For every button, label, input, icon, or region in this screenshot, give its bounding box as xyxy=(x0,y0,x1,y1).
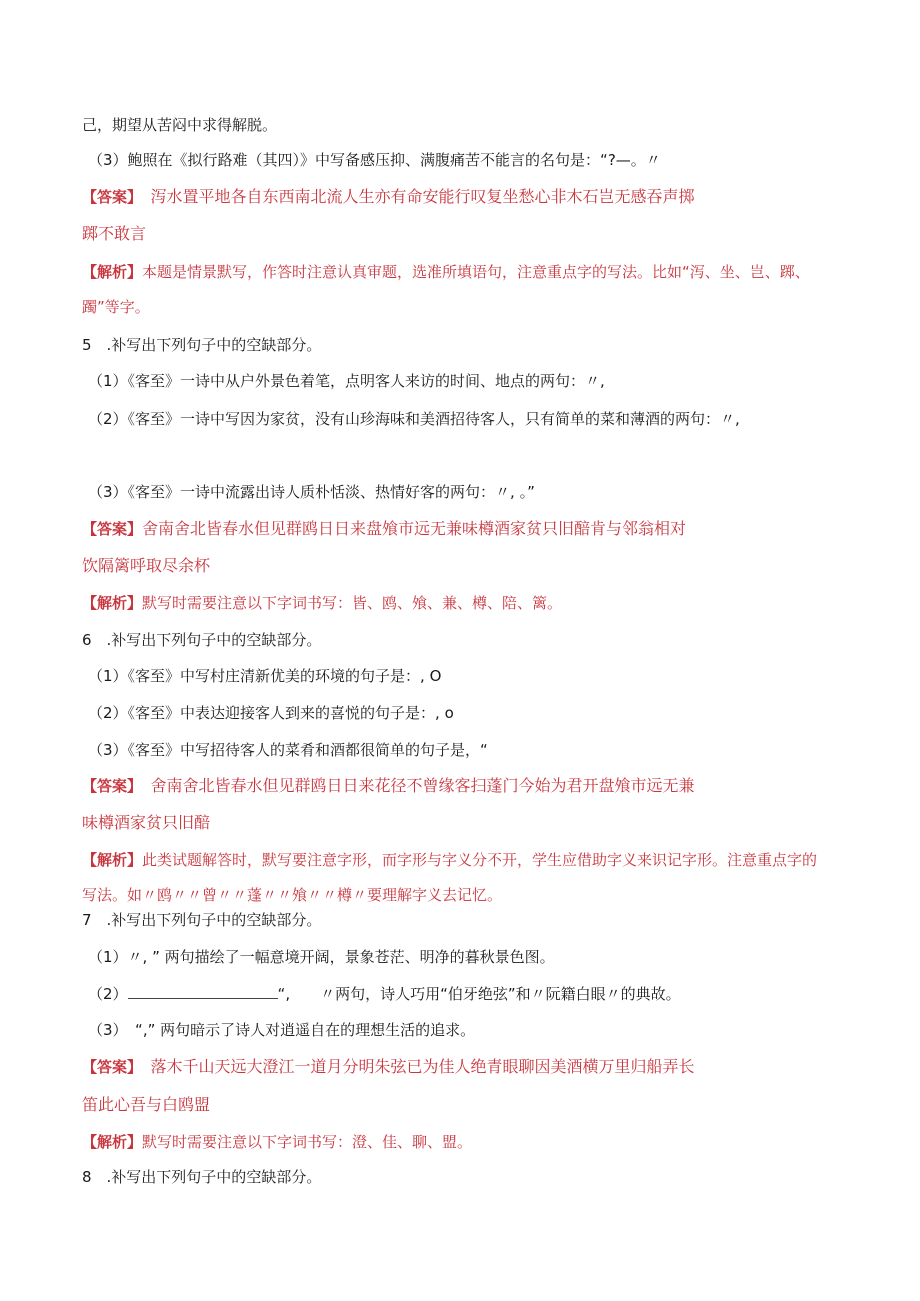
q6-title: 6 .补写出下列句子中的空缺部分。 xyxy=(82,631,322,649)
analysis-tag: 【解析】 xyxy=(82,1133,143,1151)
q7-answer-cont: 笛此心吾与白鸥盟 xyxy=(82,1095,211,1114)
q4-answer xyxy=(82,186,850,208)
q7-answer xyxy=(82,1056,850,1078)
q7-sub3: （3） “,” 两句暗示了诗人对逍遥自在的理想生活的追求。 xyxy=(88,1021,476,1039)
answer-tag: 【答案】 xyxy=(82,1058,135,1076)
q6-analysis xyxy=(82,849,850,871)
analysis-tag: 【解析】 xyxy=(82,263,143,281)
answer-tag: 【答案】 xyxy=(82,777,135,795)
answer-tag: 【答案】 xyxy=(82,520,143,538)
analysis-text: 默写时需要注意以下字词书写：澄、佳、聊、盟。 xyxy=(142,1133,473,1151)
q6-answer-cont: 味樽酒家贫只旧醅 xyxy=(82,813,211,832)
continued-text: 己，期望从苦闷中求得解脱。 xyxy=(82,116,278,134)
q7-analysis xyxy=(82,1131,850,1153)
q4-sub3: （3）鲍照在《拟行路难（其四）》中写备感压抑、满腹痛苦不能言的名句是：“?—。〃 xyxy=(88,151,661,169)
q6-sub1: （1）《客至》中写村庄清新优美的环境的句子是：, O xyxy=(88,667,442,685)
q7-title: 7 .补写出下列句子中的空缺部分。 xyxy=(82,911,322,929)
q5-analysis xyxy=(82,592,850,614)
q6-answer xyxy=(82,775,850,797)
q5-title: 5 .补写出下列句子中的空缺部分。 xyxy=(82,336,322,354)
q6-sub2: （2）《客至》中表达迎接客人到来的喜悦的句子是：, o xyxy=(88,704,454,722)
q5-answer-cont: 饮隔篱呼取尽余杯 xyxy=(82,556,211,575)
analysis-tag: 【解析】 xyxy=(82,594,143,612)
q5-sub2: （2）《客至》一诗中写因为家贫，没有山珍海味和美酒招待客人，只有简单的菜和薄酒的两句：〃, xyxy=(88,410,740,428)
q6-analysis-cont: 写法。如〃鸥〃〃曾〃〃蓬〃〃飧〃〃樽〃要理解字义去记忆。 xyxy=(82,886,503,904)
q4-answer-cont: 踯不敢言 xyxy=(82,224,147,243)
q5-answer xyxy=(82,518,850,540)
analysis-text: 本题是情景默写，作答时注意认真审题，选准所填语句，注意重点字的写法。比如“泻、坐、岂、踯、 xyxy=(142,263,810,281)
answer-text: 舍南舍北皆春水但见群鸥日日来花径不曾缘客扫蓬门今始为君开盘飧市远无兼 xyxy=(134,776,695,795)
q5-sub1: （1）《客至》一诗中从户外景色着笔，点明客人来访的时间、地点的两句：〃, xyxy=(88,372,605,390)
q6-sub3: （3）《客至》中写招待客人的菜肴和酒都很简单的句子是，“ xyxy=(88,741,488,759)
fill-blank[interactable] xyxy=(128,984,278,999)
q7-sub2-prefix: （2） xyxy=(88,985,128,1003)
q4-analysis-cont: 躅”等字。 xyxy=(82,298,150,316)
answer-tag: 【答案】 xyxy=(82,188,135,206)
answer-text: 舍南舍北皆春水但见群鸥日日来盘飧市远无兼味樽酒家贫只旧醅肯与邻翁相对 xyxy=(142,519,687,538)
analysis-text: 默写时需要注意以下字词书写：皆、鸥、飧、兼、樽、陪、篱。 xyxy=(142,594,563,612)
q8-title: 8 .补写出下列句子中的空缺部分。 xyxy=(82,1168,322,1186)
analysis-text: 此类试题解答时，默写要注意字形，而字形与字义分不开，学生应借助字义来识记字形。注意重点字的 xyxy=(142,851,818,869)
answer-text: 泻水置平地各自东西南北流人生亦有命安能行叹复坐愁心非木石岂无感吞声掷 xyxy=(134,187,695,206)
answer-text: 落木千山天远大澄江一道月分明朱弦已为佳人绝青眼聊因美酒横万里归船弄长 xyxy=(134,1057,695,1076)
q7-sub2-suffix: “, 〃两句，诗人巧用“伯牙绝弦”和〃阮籍白眼〃的典故。 xyxy=(277,985,681,1003)
q4-analysis xyxy=(82,261,850,283)
q7-sub2 xyxy=(88,983,850,1005)
analysis-tag: 【解析】 xyxy=(82,851,143,869)
q7-sub1: （1）〃, ” 两句描绘了一幅意境开阔，景象苍茫、明净的暮秋景色图。 xyxy=(88,948,555,966)
q5-sub3: （3）《客至》一诗中流露出诗人质朴恬淡、热情好客的两句：〃, 。” xyxy=(88,483,535,501)
